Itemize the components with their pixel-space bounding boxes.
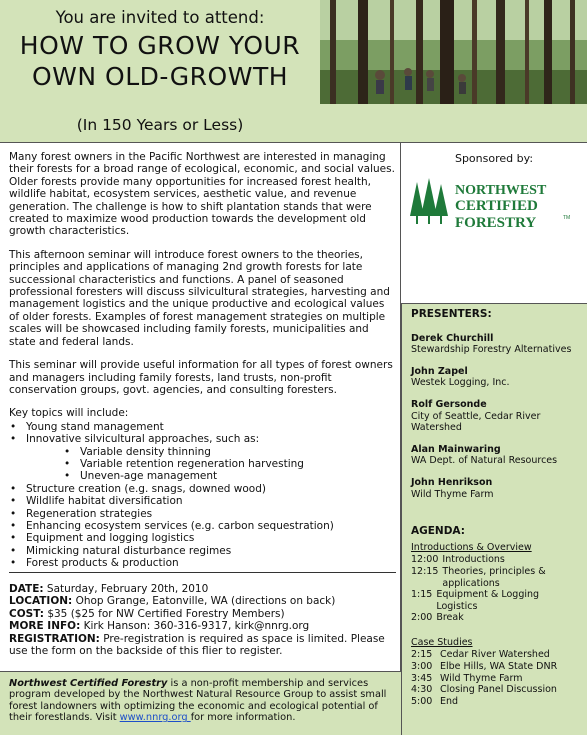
list-item: • Enhancing ecosystem services (e.g. carbon sequestration) [9,520,396,532]
location-value: Ohop Grange, Eatonville, WA (directions on back) [72,595,336,608]
list-item: • Wildlife habitat diversification [9,495,396,507]
list-item: • Variable retention regeneration harvesting [26,458,396,470]
list-item: • Young stand management [9,421,396,433]
list-item: • Forest products & production [9,557,396,569]
agenda-item [411,612,581,624]
list-item: • Variable density thinning [26,446,396,458]
event-registration [9,633,401,658]
section-divider [9,572,396,573]
cost-value: $35 ($25 for NW Certified Forestry Members) [43,607,285,620]
intro-paragraph-2: This afternoon seminar will introduce forest owners to the theories, principles and applications of managing 2nd growth forests for late successional characteristics and functions. A panel of seasoned professional foresters will discuss silvicultural strategies, harvesting and management logistics and the unique productive and ecological values of older forests. Examples of forest management strategies on multiple scales will be showcased including family forests, municipalities and state and federal lands. [9,248,390,348]
agenda-text: End [440,695,459,707]
presenter-org: City of Seattle, Cedar River Watershed [411,410,541,434]
agenda-time: 5:00 [411,695,433,707]
list-item: • Uneven-age management [26,470,396,482]
agenda-time: 3:00 [411,661,433,673]
nw-certified-forestry-logo [407,174,577,232]
event-title [0,30,320,92]
agenda-text: Wild Thyme Farm [440,672,523,684]
agenda-item [411,661,581,673]
agenda-text: Closing Panel Discussion [440,684,557,696]
topics-list [9,421,396,570]
presenter-name: John Zapel [411,365,468,377]
footer-text: is a non-profit membership and services program developed by the Northwest Natural Resource Group to assist small forest landowners with optimizing the economic and ecological potential of their forestlands. Visit [9,678,387,724]
event-date [9,583,401,595]
logo-trademark: TM [563,215,571,221]
date-value: Saturday, February 20th, 2010 [43,583,209,595]
presenter-item [411,399,581,434]
agenda-text: Equipment & Logging Logistics [436,589,540,612]
agenda-text: Cedar River Watershed [440,649,550,661]
presenter-name: Rolf Gersonde [411,398,487,410]
agenda-item [411,696,581,708]
list-item: • Mimicking natural disturbance regimes [9,545,396,557]
registration-label: REGISTRATION: [9,632,100,645]
agenda-time: 12:00 [411,554,439,566]
agenda-time: 1:15 [411,589,433,601]
agenda-intro-heading: Introductions & Overview [411,541,532,553]
agenda-time: 12:15 [411,565,439,577]
cost-label: COST: [9,607,44,620]
info-label: MORE INFO: [9,620,81,633]
location-label: LOCATION: [9,595,73,608]
agenda-item [411,649,581,661]
list-item: • Structure creation (e.g. snags, downed wood) [9,483,396,495]
agenda-title: AGENDA: [411,525,465,538]
case-studies-heading: Case Studies [411,636,473,648]
footer-text-end: for more information. [190,712,296,724]
footer-box [0,671,401,735]
header-banner [0,0,587,143]
registration-value: Pre-registration is required as space is limited. Please use the form on the backside of this flier to register. [9,632,385,658]
agenda-text: Break [436,612,464,624]
event-title-line1: HOW TO GROW YOUR [19,31,301,60]
date-label: DATE: [9,583,44,595]
sponsor-label: Sponsored by: [454,152,534,165]
agenda-item [411,554,581,566]
agenda-item [411,589,581,612]
invite-line: You are invited to attend: [55,8,265,27]
list-item: • Regeneration strategies [9,508,396,520]
presenter-org: Westek Logging, Inc. [411,377,510,389]
forest-photo [320,0,587,104]
logo-line-2: CERTIFIED [455,198,538,214]
agenda-item [411,684,581,696]
presenter-org: Stewardship Forestry Alternatives [411,344,572,356]
event-title-line2: OWN OLD-GROWTH [31,62,289,91]
agenda-time: 2:15 [411,649,433,661]
sub-topics-list [26,446,396,483]
presenter-item [411,477,581,500]
intro-paragraph-3: This seminar will provide useful information for all types of forest owners and managers including family forests, land trusts, non-profit conservation groups, govt. agencies, and consulting foresters. [9,359,393,396]
presenter-name: John Henrikson [411,476,493,488]
tree-icon [410,178,448,224]
footer-org-name: Northwest Certified Forestry [9,678,168,689]
main-description [9,151,396,570]
presenter-item [411,366,581,389]
nnrg-website-link[interactable]: www.nnrg.org [119,712,191,724]
agenda-item [411,566,581,589]
agenda-time: 4:30 [411,684,433,696]
agenda-text: Theories, principles & applications [442,565,546,589]
presenter-name: Alan Mainwaring [411,443,501,455]
agenda-text: Introductions [442,554,505,566]
event-location [9,595,401,607]
presenter-item [411,444,581,467]
list-item: • Equipment and logging logistics [9,532,396,544]
event-subtitle: (In 150 Years or Less) [76,116,244,134]
agenda-time: 3:45 [411,672,433,684]
logo-line-1: NORTHWEST [455,183,547,198]
event-details [9,583,401,657]
logo-line-3: FORESTRY [455,215,537,231]
event-cost [9,608,401,620]
topics-intro: Key topics will include: [9,407,129,420]
presenter-org: Wild Thyme Farm [411,488,494,500]
agenda-time: 2:00 [411,612,433,624]
list-item-label: Innovative silvicultural approaches, such as: [26,433,260,446]
presenter-item [411,333,581,356]
info-value: Kirk Hanson: 360-316-9317, kirk@nnrg.org [80,620,310,633]
presenter-name: Derek Churchill [411,332,494,344]
presenters-title: PRESENTERS: [411,308,492,320]
list-item [9,433,396,483]
event-info [9,620,401,632]
agenda-item [411,673,581,685]
intro-paragraph-1: Many forest owners in the Pacific Northwest are interested in managing their forests for a broad range of ecological, economic, and social values. Older forests provide many opportunities for increased forest health, wildlife habitat, ecosystem services, aesthetic value, and revenue generation. The challenge is how to shift plantation stands that were created to maximize wood production towards the development old growth characteristics. [9,151,395,238]
agenda-text: Elbe Hills, WA State DNR [440,661,558,673]
forest-photo-art [320,0,587,104]
presenter-org: WA Dept. of Natural Resources [411,455,558,467]
presenters-agenda-panel [401,303,587,735]
sponsor-box [401,148,587,303]
